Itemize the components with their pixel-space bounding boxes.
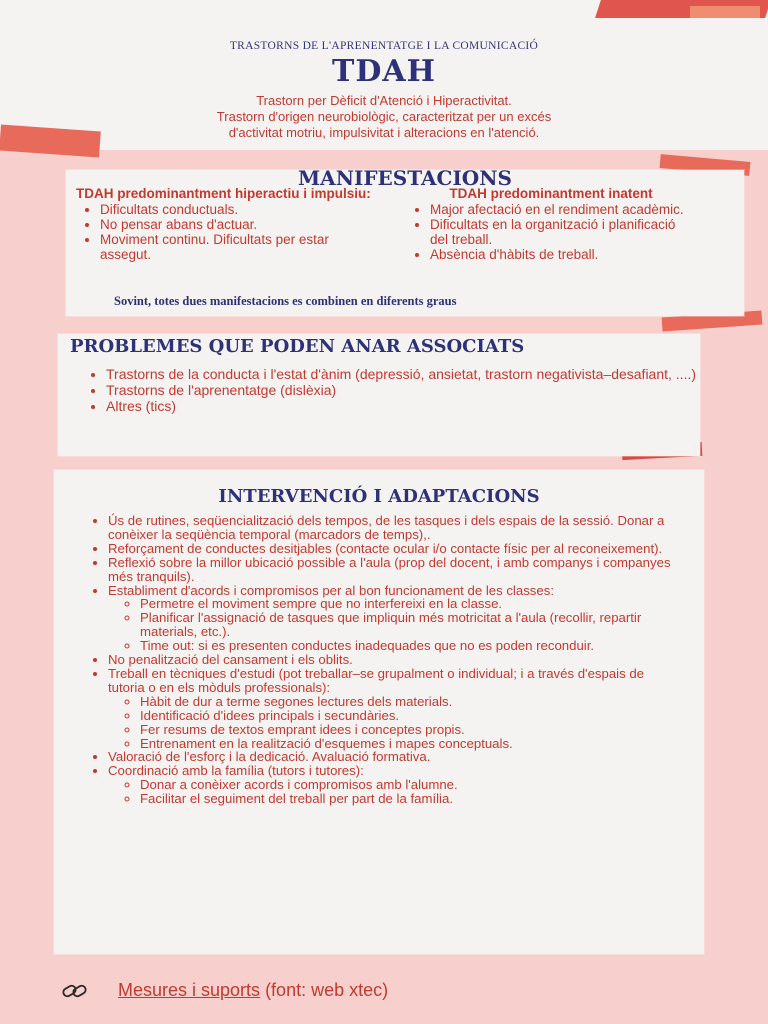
- sublist-item: ◦ Donar a conèixer acords i compromisos amb l'alumne.: [140, 778, 682, 792]
- hiperactiu-list: [76, 202, 376, 262]
- page-title: TDAH: [332, 54, 436, 89]
- list-item-text: Establiment d'acords i compromisos per al bon funcionament de les classes:: [108, 582, 554, 598]
- familia-sublist: [108, 778, 682, 806]
- page-description: [0, 93, 768, 141]
- mesures-suports-link[interactable]: Mesures i suports: [118, 980, 261, 1000]
- manifestacions-title: MANIFESTACIONS: [298, 166, 512, 190]
- source-note: (font: web xtec): [260, 980, 389, 1000]
- list-item: • Dificultats en la organització i planificació del treball.: [430, 217, 696, 247]
- list-item: • Valoració de l'esforç i la dedicació. Avaluació formativa.: [108, 750, 682, 764]
- sublist-item: ◦ Planificar l'assignació de tasques que impliquin més motricitat a l'aula (recollir, repartir materials, etc.).: [140, 611, 682, 639]
- intervencio-title: INTERVENCIÓ I ADAPTACIONS: [218, 486, 540, 507]
- manifestacions-summary: Sovint, totes dues manifestacions es combinen en diferents graus: [114, 294, 457, 308]
- problemes-card: [58, 334, 700, 456]
- link-icon[interactable]: [62, 982, 88, 1000]
- list-item: [108, 584, 682, 654]
- list-item-text: Coordinació amb la família (tutors i tutores):: [108, 763, 364, 779]
- page-kicker: TRASTORNS DE L'APRENENTATGE I LA COMUNICACIÓ: [229, 40, 539, 52]
- intervencio-list-wrapper: [86, 514, 682, 806]
- intervencio-list: [86, 514, 682, 806]
- list-item: • Altres (tics): [106, 398, 706, 414]
- sublist-item: ◦ Fer resums de textos emprant idees i conceptes propis.: [140, 723, 682, 737]
- sublist-item: ◦ Identificació d'idees principals i secundàries.: [140, 709, 682, 723]
- footer-source: [62, 980, 662, 1001]
- list-item: • Trastorns de l'aprenentatge (dislèxia): [106, 382, 706, 398]
- list-item: • Dificultats conductuals.: [100, 202, 376, 217]
- list-item: • Reforçament de conductes desitjables (contacte ocular i/o contacte físic per al reconeixement).: [108, 542, 682, 556]
- description-line: Trastorn d'origen neurobiològic, caracteritzat per un excés: [216, 109, 552, 124]
- list-item: • Moviment continu. Dificultats per estar assegut.: [100, 232, 376, 262]
- list-item: • Major afectació en el rendiment acadèmic.: [430, 202, 696, 217]
- list-item: [108, 764, 682, 806]
- sublist-item: ◦ Hàbit de dur a terme segones lectures dels materials.: [140, 695, 682, 709]
- acords-sublist: [108, 597, 682, 653]
- sublist-item: ◦ Permetre el moviment sempre que no interfereixi en la classe.: [140, 597, 682, 611]
- list-item: • No penalització del cansament i els oblits.: [108, 653, 682, 667]
- manifestacions-card: [66, 166, 744, 316]
- list-item-text: Treball en tècniques d'estudi (pot treballar–se grupalment o individual; i a través d'espais de tutoria o en els mòduls professionals):: [108, 665, 645, 695]
- sublist-item: ◦ Facilitar el seguiment del treball per part de la família.: [140, 792, 682, 806]
- list-item: • No pensar abans d'actuar.: [100, 217, 376, 232]
- estudi-sublist: [108, 695, 682, 751]
- description-line: Trastorn per Dèficit d'Atenció i Hiperactivitat.: [256, 93, 512, 108]
- page-header: [0, 40, 768, 141]
- decorative-paint-stroke: [690, 6, 760, 18]
- list-item: • Reflexió sobre la millor ubicació possible a l'aula (prop del docent, i amb companys i companyes més tranquils).: [108, 556, 682, 584]
- sublist-item: ◦ Time out: si es presenten conductes inadequades que no es poden reconduir.: [140, 639, 682, 653]
- sublist-item: ◦ Entrenament en la realització d'esquemes i mapes conceptuals.: [140, 737, 682, 751]
- list-item: • Absència d'hàbits de treball.: [430, 247, 696, 262]
- problemes-title: PROBLEMES QUE PODEN ANAR ASSOCIATS: [70, 336, 525, 357]
- hiperactiu-column: [76, 186, 376, 262]
- hiperactiu-heading: TDAH predominantment hiperactiu i impulsiu:: [76, 186, 371, 201]
- inatent-column: [406, 186, 696, 262]
- description-line: d'activitat motriu, impulsivitat i alteracions en l'atenció.: [228, 125, 540, 140]
- problemes-list: [82, 366, 706, 414]
- list-item: • Ús de rutines, seqüencialització dels tempos, de les tasques i dels espais de la sessió. Donar a conèixer la seqüència temporal (marcadors de temps),.: [108, 514, 682, 542]
- list-item: [108, 667, 682, 750]
- inatent-list: [406, 202, 696, 262]
- inatent-heading: TDAH predominantment inatent: [449, 186, 653, 201]
- list-item: • Trastorns de la conducta i l'estat d'ànim (depressió, ansietat, trastorn negativista–desafiant, ....): [106, 366, 706, 382]
- intervencio-card: [54, 470, 704, 954]
